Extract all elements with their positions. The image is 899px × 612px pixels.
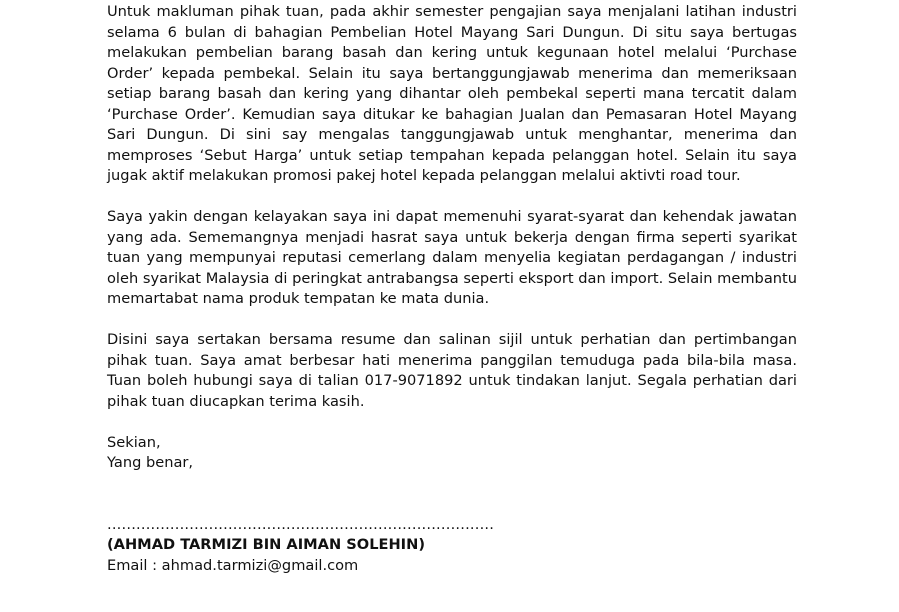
paragraph-qualification [107, 207, 797, 310]
paragraph-text: Saya yakin dengan kelayakan saya ini dapat memenuhi syarat-syarat dan kehendak jawatan yang ada. Sememangnya menjadi hasrat saya untuk bekerja dengan firma seperti syarikat tuan yang mempunyai reputasi cemerlang dalam menyelia kegiatan perdagangan / industri oleh syarikat Malaysia di peringkat antrabangsa seperti eksport dan import. Selain membantu memartabat nama produk tempatan ke mata dunia. [107, 208, 797, 307]
closing-text: Sekian, [107, 433, 161, 451]
paragraph-text: Disini saya sertakan bersama resume dan salinan sijil untuk perhatian dan pertimbangan pihak tuan. Saya amat berbesar hati menerima panggilan temuduga pada bila-bila masa. Tuan boleh hubungi saya di talian 017-9071892 untuk tindakan lanjut. Segala perhatian dari pihak tuan diucapkan terima kasih. [107, 331, 797, 410]
paragraph-text: Untuk makluman pihak tuan, pada akhir semester pengajian saya menjalani latihan industri selama 6 bulan di bahagian Pembelian Hotel Mayang Sari Dungun. Di situ saya bertugas melakukan pembelian barang basah dan kering untuk kegunaan hotel melalui ‘Purchase Order’ kepada pembekal. Selain itu saya bertanggungjawab menerima dan memeriksaan setiap barang basah dan kering yang dihantar oleh pembekal seperti mana tercatit dalam ‘Purchase Order’. Kemudian saya ditukar ke bahagian Jualan dan Pemasaran Hotel Mayang Sari Dungun. Di sini say mengalas tanggungjawab untuk menghantar, menerima dan memproses ‘Sebut Harga’ untuk setiap tempahan kepada pelanggan hotel. Selain itu saya jugak aktif melakukan promosi pakej hotel kepada pelanggan melalui aktivti road tour. [107, 3, 797, 184]
sign-off-text: Yang benar, [107, 454, 194, 471]
signatory-email: Email : ahmad.tarmizi@gmail.com [107, 556, 359, 574]
signature-block [107, 515, 797, 577]
signatory-name: (AHMAD TARMIZI BIN AIMAN SOLEHIN) [107, 536, 425, 553]
paragraph-attachment [107, 330, 797, 412]
letter-body [107, 2, 797, 576]
signature-line: ................................................................................ [107, 515, 495, 533]
closing-block [107, 433, 797, 474]
paragraph-experience [107, 2, 797, 187]
